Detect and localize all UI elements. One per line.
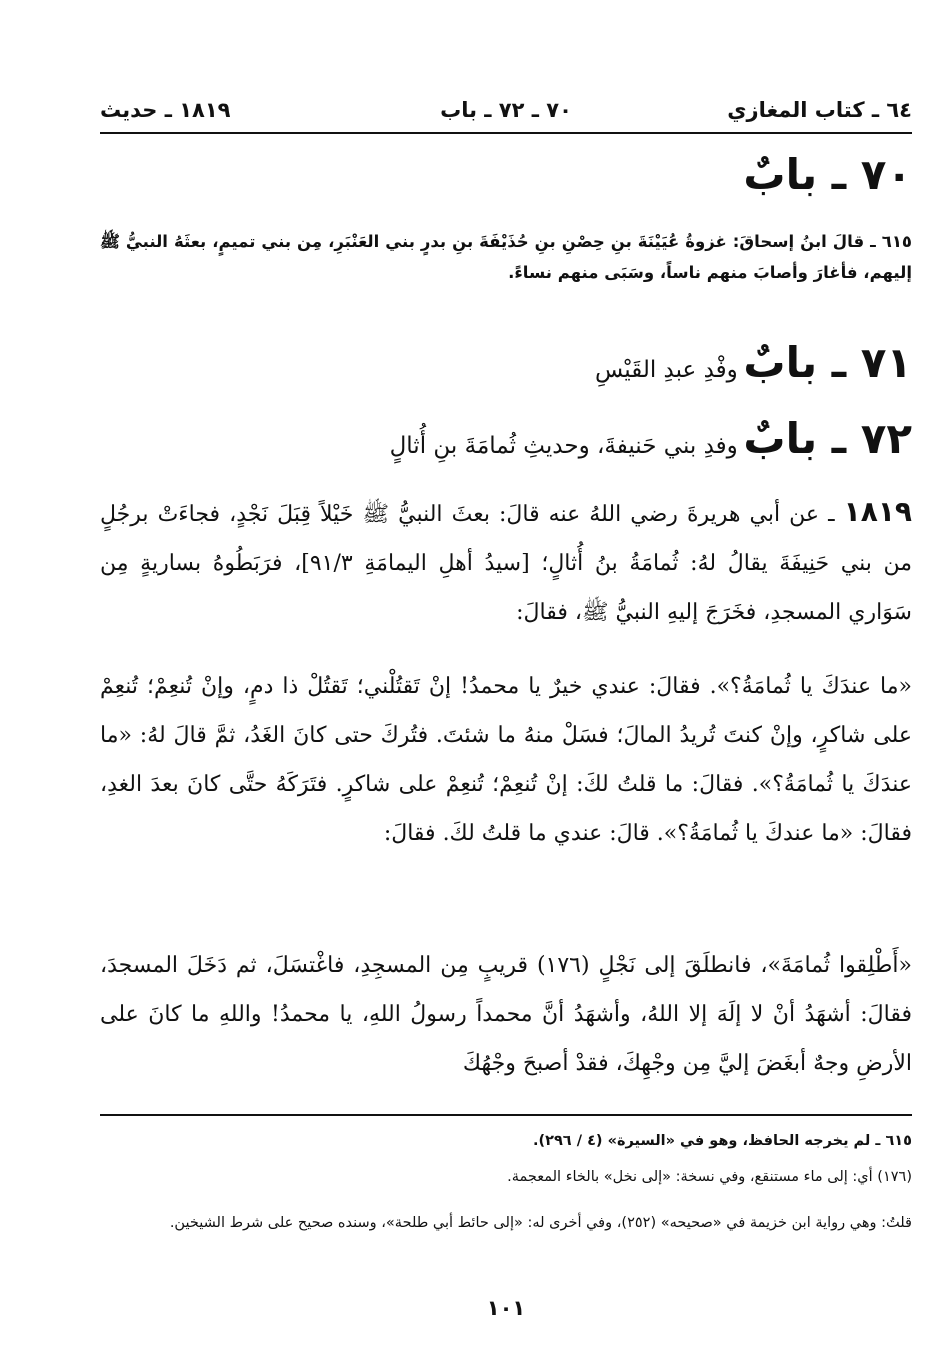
chapter-heading-72 [390, 414, 912, 463]
hadith-number: ١٨١٩ [843, 495, 912, 528]
header-book-title: ٦٤ ـ كتاب المغازي [727, 98, 912, 122]
note-615: ٦١٥ ـ قالَ ابنُ إسحاقَ: غزوةُ عُيَيْنَةَ بنِ حِصْنِ بنِ حُذَيْفَةَ بنِ بدرٍ بني العَنْبَرِ، مِن بني تميمٍ، بعثَهُ النبيُّ ﷺ إليهم، فأغارَ وأصابَ منهم ناساً، وسَبَى منهم نساءً. [100, 232, 912, 282]
footnote-176: (١٧٦) أي: إلى ماء مستنقع، وفي نسخة: «إلى نخل» بالخاء المعجمة. [507, 1169, 912, 1185]
chapter-heading-71-title: وفْدِ عبدِ القَيْسِ [594, 357, 738, 383]
chapter-heading-72-title: وفدِ بني حَنيفةَ، وحديثِ ثُمامَةَ بنِ أُثالٍ [389, 433, 738, 459]
header-rule [100, 132, 912, 134]
hadith-1819-text: ـ عن أبي هريرةَ رضي اللهُ عنه قالَ: بعثَ النبيُّ ﷺ خَيْلاً قِبَلَ نَجْدٍ، فجاءَتْ برجُلٍ من بني حَنِيفَةَ يقالُ لهُ: ثُمامَةُ بنُ أُثالٍ؛ [سيدُ أهلِ اليمامَةِ ٩١/٣]، فرَبَطُوهُ بساريةٍ مِن سَوَاري المسجدِ، فخَرَجَ إليهِ النبيُّ ﷺ، فقالَ: [100, 502, 913, 625]
chapter-heading-70-label: ٧٠ ـ بابٌ [743, 150, 912, 199]
book-page [100, 0, 912, 1359]
chapter-heading-70 [743, 150, 912, 199]
header-chapter-range: ٧٠ ـ ٧٢ ـ باب [440, 98, 572, 122]
running-header [100, 92, 912, 132]
chapter-heading-71-label: ٧١ ـ بابٌ [743, 338, 912, 387]
chapter-heading-71 [595, 338, 912, 387]
hadith-1819 [100, 487, 912, 637]
footnote-615: ٦١٥ ـ لم يخرجه الحافظ، وهو في «السيرة» (٤ / ٢٩٦). [532, 1133, 912, 1149]
hadith-1819-para-2: «ما عندَكَ يا ثُمامَةُ؟». فقالَ: عندي خيرٌ يا محمدُ! إنْ تَقتُلْني؛ تَقتُلْ ذا دمٍ، وإنْ تُنعِمْ؛ تُنعِمْ على شاكرٍ، وإنْ كنتَ تُريدُ المالَ؛ فسَلْ منهُ ما شئتَ. فتُركَ حتى كانَ الغَدُ، ثمَّ قالَ لهُ: «ما عندَكَ يا ثُمامَةُ؟». فقالَ: ما قلتُ لكَ: إنْ تُنعِمْ؛ تُنعِمْ على شاكرٍ. فتَرَكَهُ حتَّى كانَ بعدَ الغدِ، فقالَ: «ما عندكَ يا ثُمامَةُ؟». قالَ: عندي ما قلتُ لكَ. فقالَ: [100, 674, 912, 846]
hadith-1819-para-3: «أَطْلِقوا ثُمامَةَ»، فانطلَقَ إلى نَجْلٍ (١٧٦) قريبٍ مِن المسجِدِ، فاغْتسَلَ، ثم دَخَلَ المسجدَ، فقالَ: أشهَدُ أنْ لا إلَهَ إلا اللهُ، وأشهَدُ أنَّ محمداً رسولُ اللهِ، يا محمدُ! واللهِ ما كانَ على الأرضِ وجهٌ أبغَضَ إليَّ مِن وجْهِكَ، فقدْ أصبحَ وجْهُكَ [100, 953, 912, 1076]
page-number: ١٠١ [486, 1296, 526, 1320]
footnote-separator [100, 1114, 912, 1116]
header-hadith-ref: ١٨١٩ ـ حديث [100, 98, 231, 122]
chapter-heading-72-label: ٧٢ ـ بابٌ [743, 414, 912, 463]
footnote-qultu: قلتُ: وهي رواية ابن خزيمة في «صحيحه» (٢٥٢)، وفي أخرى له: «إلى حائط أبي طلحة»، وسنده صحيح على شرط الشيخين. [169, 1215, 912, 1231]
